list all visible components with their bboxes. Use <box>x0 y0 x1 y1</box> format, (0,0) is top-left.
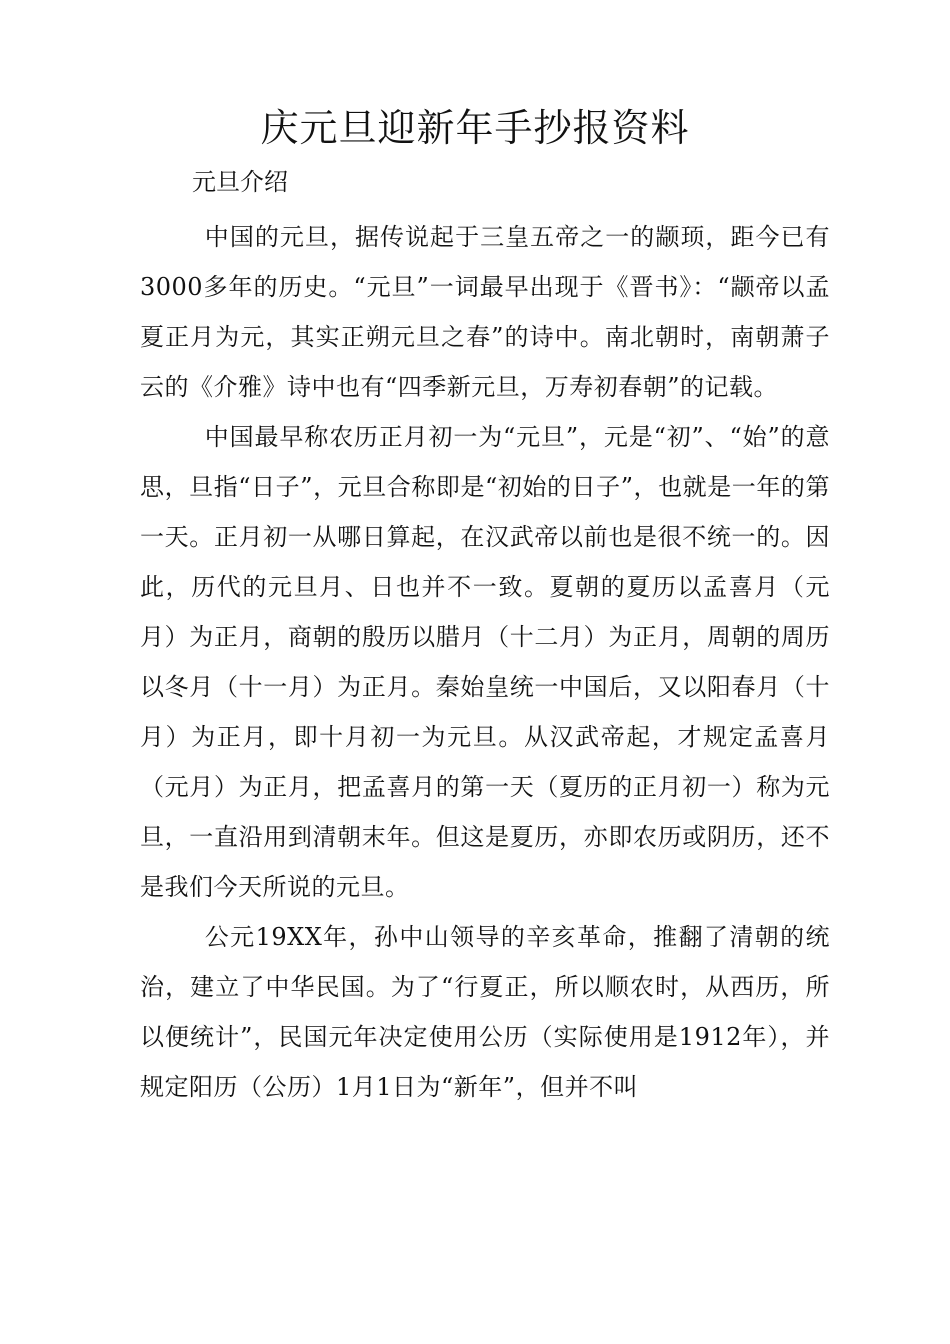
paragraph-2: 中国最早称农历正月初一为“元旦”，元是“初”、“始”的意思，旦指“日子”，元旦合称即是“初始的日子”，也就是一年的第一天。正月初一从哪日算起，在汉武帝以前也是很不统一的。因此，历代的元旦月、日也并不一致。夏朝的夏历以孟喜月（元月）为正月，商朝的殷历以腊月（十二月）为正月，周朝的周历以冬月（十一月）为正月。秦始皇统一中国后，又以阳春月（十月）为正月，即十月初一为元旦。从汉武帝起，才规定孟喜月（元月）为正月，把孟喜月的第一天（夏历的正月初一）称为元旦，一直沿用到清朝末年。但这是夏历，亦即农历或阴历，还不是我们今天所说的元旦。 <box>140 423 830 901</box>
document-title: 庆元旦迎新年手抄报资料 <box>260 106 690 150</box>
paragraph-1: 中国的元旦，据传说起于三皇五帝之一的颛顼，距今已有3000多年的历史。“元旦”一词最早出现于《晋书》：“颛帝以孟夏正月为元，其实正朔元旦之春”的诗中。南北朝时，南朝萧子云的《介雅》诗中也有“四季新元旦，万寿初春朝”的记载。 <box>140 223 830 401</box>
section-heading: 元旦介绍 <box>192 168 288 196</box>
paragraph-3: 公元19XX年，孙中山领导的辛亥革命，推翻了清朝的统治，建立了中华民国。为了“行夏正，所以顺农时，从西历，所以便统计”，民国元年决定使用公历（实际使用是1912年），并规定阳历（公历）1月1日为“新年”，但并不叫 <box>140 923 830 1101</box>
body-text <box>140 212 830 1112</box>
